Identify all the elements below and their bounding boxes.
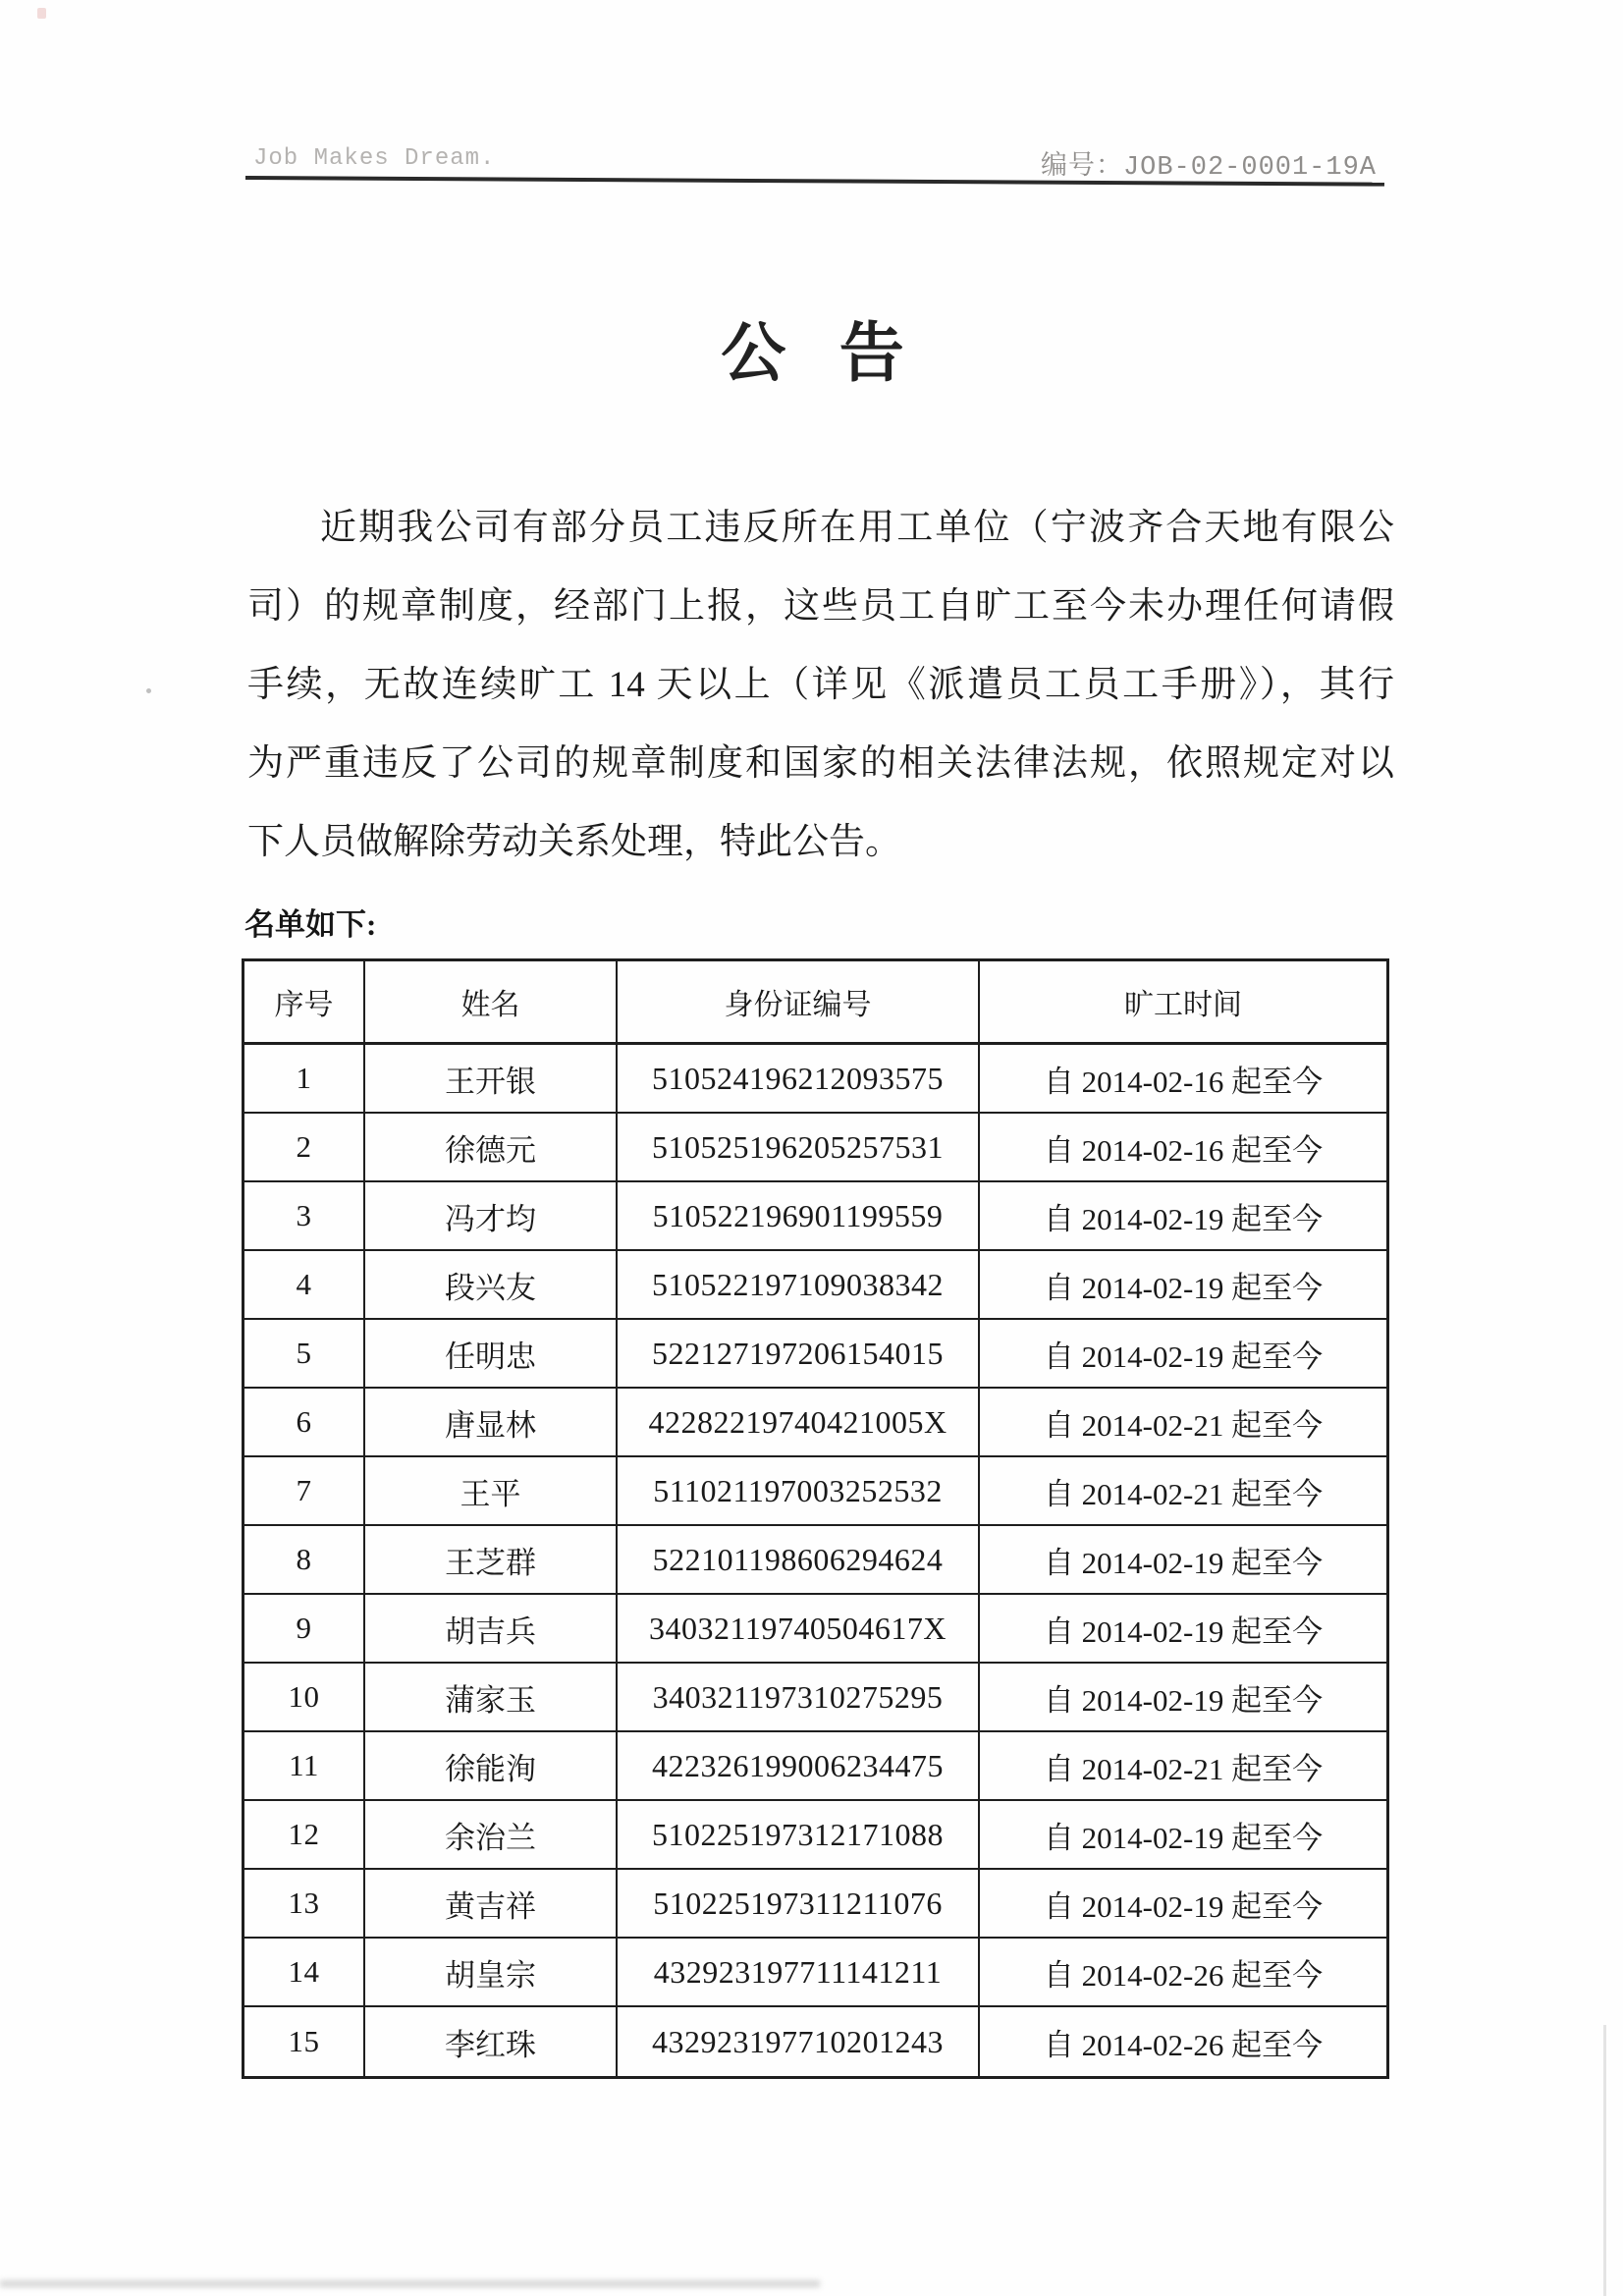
cell-period: 自 2014-02-19 起至今 (980, 1595, 1386, 1664)
column-header-period: 旷工时间 (980, 961, 1386, 1045)
page-title: 公 告 (721, 318, 910, 390)
scan-dot-artifact (146, 688, 151, 693)
cell-no: 10 (244, 1664, 365, 1732)
list-label: 名单如下: (244, 907, 377, 942)
cell-period: 自 2014-02-26 起至今 (980, 1939, 1386, 2007)
cell-period: 自 2014-02-16 起至今 (980, 1045, 1386, 1114)
cell-id: 42282219740421005X (618, 1389, 980, 1457)
cell-id: 510225197312171088 (618, 1801, 980, 1870)
cell-name: 李红珠 (365, 2007, 618, 2076)
cell-name: 唐显林 (365, 1389, 618, 1457)
doc-number-value: JOB-02-0001-19A (1122, 153, 1377, 183)
cell-name: 余治兰 (365, 1801, 618, 1870)
cell-name: 任明忠 (365, 1320, 618, 1389)
announcement-body (247, 489, 1394, 882)
cell-name: 王开银 (365, 1045, 618, 1114)
cell-period: 自 2014-02-19 起至今 (980, 1251, 1386, 1320)
cell-no: 13 (244, 1870, 365, 1939)
cell-name: 王平 (365, 1457, 618, 1526)
header-doc-number (1041, 143, 1377, 183)
table-row (244, 1389, 1386, 1457)
cell-period: 自 2014-02-19 起至今 (980, 1526, 1386, 1595)
cell-id: 510225197311211076 (618, 1870, 980, 1939)
cell-id: 510525196205257531 (618, 1114, 980, 1182)
cell-name: 胡皇宗 (365, 1939, 618, 2007)
table-row (244, 1114, 1386, 1182)
cell-id: 432923197710201243 (618, 2007, 980, 2076)
cell-name: 徐能洵 (365, 1732, 618, 1801)
table-row (244, 1251, 1386, 1320)
cell-name: 蒲家玉 (365, 1664, 618, 1732)
column-header-name: 姓名 (365, 961, 618, 1045)
table-row (244, 1045, 1386, 1114)
body-line: 手续，无故连续旷工 14 天以上（详见《派遣员工员工手册》），其行 (247, 665, 1394, 705)
cell-id: 522127197206154015 (618, 1320, 980, 1389)
column-header-no: 序号 (244, 961, 365, 1045)
table-row (244, 1320, 1386, 1389)
cell-no: 15 (244, 2007, 365, 2076)
body-line: 近期我公司有部分员工违反所在用工单位（宁波齐合天地有限公 (320, 508, 1394, 548)
cell-no: 3 (244, 1182, 365, 1251)
cell-name: 冯才均 (365, 1182, 618, 1251)
body-line: 为严重违反了公司的规章制度和国家的相关法律法规，依照规定对以 (247, 743, 1394, 784)
header-slogan: Job Makes Dream. (253, 145, 496, 172)
cell-no: 11 (244, 1732, 365, 1801)
cell-id: 340321197310275295 (618, 1664, 980, 1732)
cell-no: 4 (244, 1251, 365, 1320)
cell-name: 徐德元 (365, 1114, 618, 1182)
body-line: 司）的规章制度，经部门上报，这些员工自旷工至今未办理任何请假 (247, 586, 1394, 627)
table-body (244, 1045, 1386, 2076)
cell-no: 6 (244, 1389, 365, 1457)
cell-name: 王芝群 (365, 1526, 618, 1595)
table-row (244, 1939, 1386, 2007)
table-row (244, 1526, 1386, 1595)
cell-period: 自 2014-02-21 起至今 (980, 1732, 1386, 1801)
cell-no: 9 (244, 1595, 365, 1664)
table-row (244, 1457, 1386, 1526)
cell-id: 522101198606294624 (618, 1526, 980, 1595)
cell-no: 8 (244, 1526, 365, 1595)
scan-edge-artifact (1603, 2025, 1606, 2296)
table-row (244, 1801, 1386, 1870)
doc-number-label: 编号： (1040, 153, 1123, 183)
cell-period: 自 2014-02-19 起至今 (980, 1664, 1386, 1732)
table-row (244, 1870, 1386, 1939)
cell-no: 12 (244, 1801, 365, 1870)
cell-period: 自 2014-02-26 起至今 (1043, 2027, 1324, 2062)
cell-id: 511021197003252532 (618, 1457, 980, 1526)
cell-name: 胡吉兵 (365, 1595, 618, 1664)
cell-period: 自 2014-02-19 起至今 (980, 1870, 1386, 1939)
cell-no: 2 (244, 1114, 365, 1182)
cell-name: 黄吉祥 (365, 1870, 618, 1939)
cell-no: 5 (244, 1320, 365, 1389)
scan-shadow-artifact (0, 2280, 820, 2287)
cell-id: 422326199006234475 (618, 1732, 980, 1801)
cell-id: 432923197711141211 (618, 1939, 980, 2007)
table-row (244, 2007, 1386, 2076)
cell-id: 510522197109038342 (618, 1251, 980, 1320)
cell-id: 34032119740504617X (618, 1595, 980, 1664)
cell-no: 14 (244, 1939, 365, 2007)
table-row (244, 1595, 1386, 1664)
column-header-id: 身份证编号 (618, 961, 980, 1045)
cell-period: 自 2014-02-19 起至今 (980, 1320, 1386, 1389)
cell-period: 自 2014-02-19 起至今 (980, 1801, 1386, 1870)
cell-no: 1 (244, 1045, 365, 1114)
table-header-row (244, 961, 1386, 1045)
table-row (244, 1732, 1386, 1801)
cell-period: 自 2014-02-21 起至今 (980, 1389, 1386, 1457)
cell-id: 510522196901199559 (618, 1182, 980, 1251)
cell-period: 自 2014-02-16 起至今 (980, 1114, 1386, 1182)
cell-period: 自 2014-02-19 起至今 (980, 1182, 1386, 1251)
cell-period: 自 2014-02-21 起至今 (980, 1457, 1386, 1526)
cell-id: 510524196212093575 (618, 1045, 980, 1114)
cell-no: 7 (244, 1457, 365, 1526)
table-row (244, 1664, 1386, 1732)
table-row (244, 1182, 1386, 1251)
employee-table (242, 958, 1389, 2079)
scan-speck-artifact (37, 8, 46, 19)
body-line: 下人员做解除劳动关系处理，特此公告。 (247, 822, 901, 862)
cell-name: 段兴友 (365, 1251, 618, 1320)
